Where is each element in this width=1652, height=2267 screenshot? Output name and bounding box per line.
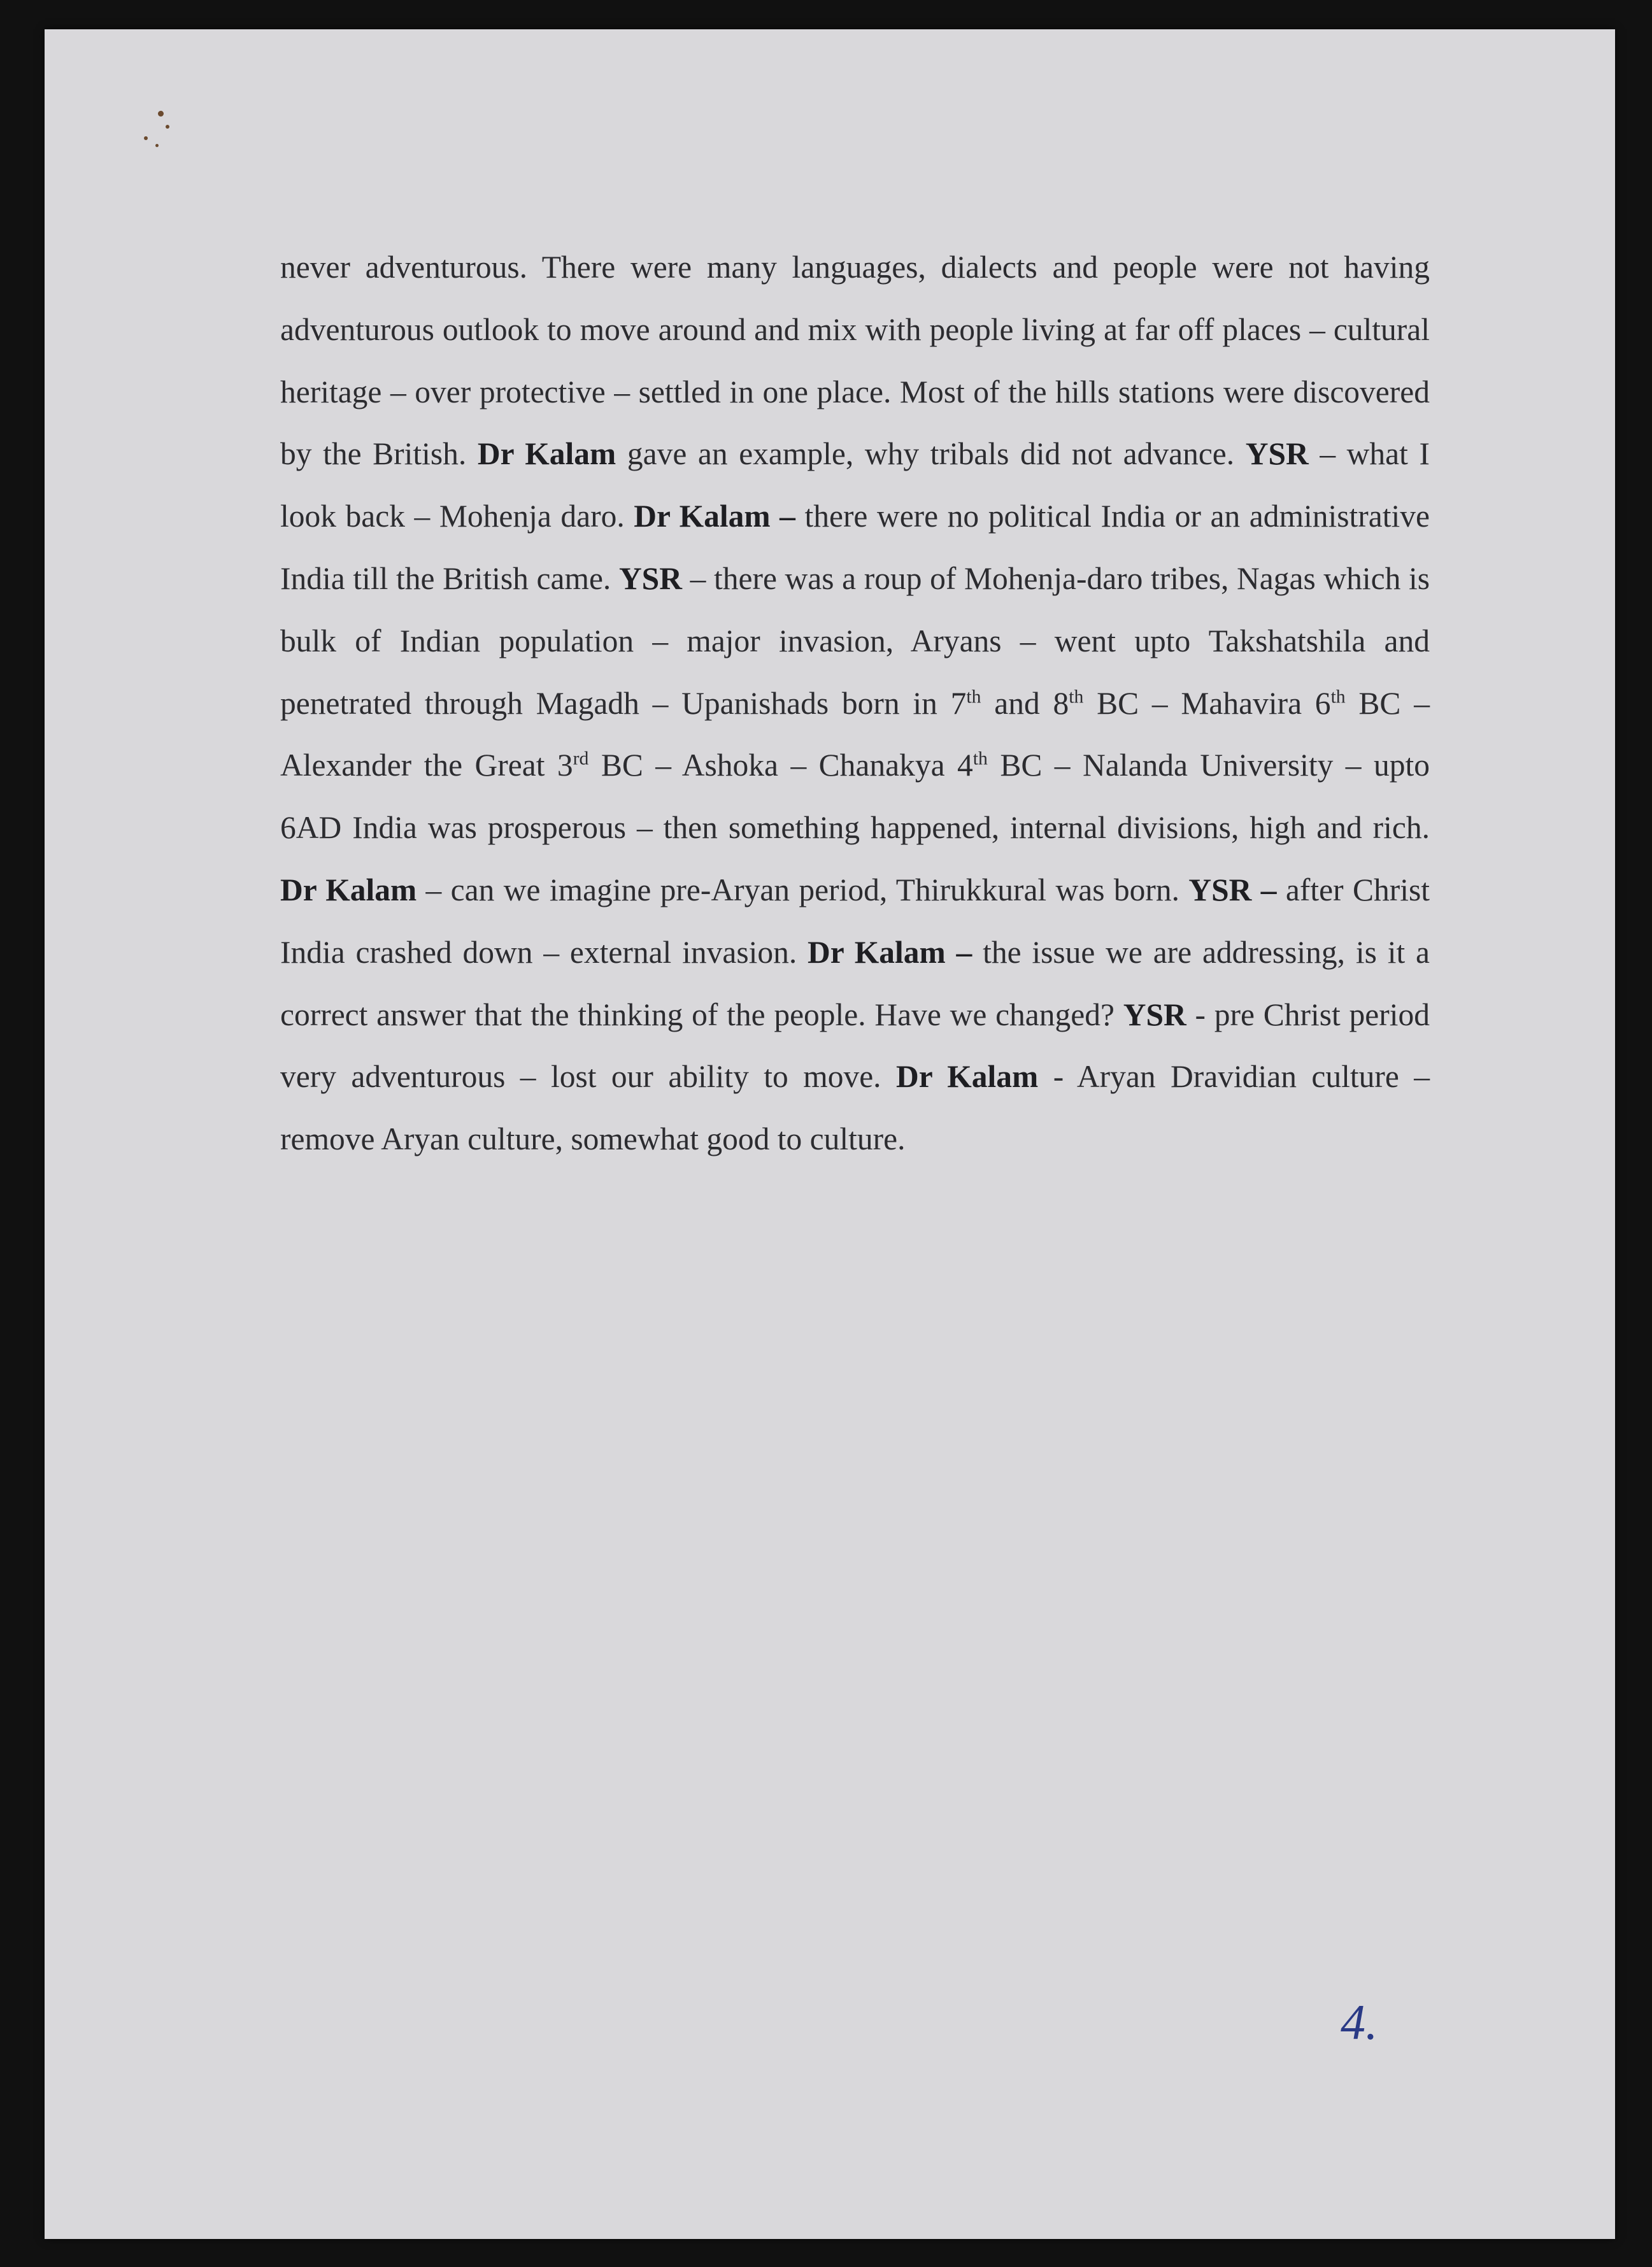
paper-speck	[166, 125, 169, 129]
ordinal-suffix: th	[1069, 686, 1084, 707]
text-run: BC – Mahavira 6	[1083, 685, 1331, 721]
text-run: after Christ India crashed down – external invasion.	[280, 872, 1430, 970]
ordinal-suffix: th	[1330, 686, 1346, 707]
speaker-name: Dr Kalam –	[634, 499, 795, 534]
text-run: gave an example, why tribals did not advance.	[616, 436, 1246, 472]
text-run: – can we imagine pre-Aryan period, Thirukkural was born.	[417, 872, 1189, 907]
text-run: never adventurous. There were many languages, dialects and people were not having adventurous outlook to move around and mix with people living at far off places – cultural heritage – over protective – settled in one place. Most of the hills stations were discovered by the British.	[280, 250, 1430, 472]
text-run: there were no political India or an administrative India till the British came.	[280, 499, 1430, 596]
speaker-name: YSR	[1123, 997, 1186, 1032]
document-page	[45, 29, 1615, 2239]
speaker-name: YSR –	[1188, 872, 1277, 907]
text-run: BC – Nalanda University – upto 6AD India was prosperous – then something happened, internal divisions, high and rich.	[280, 748, 1430, 846]
text-run: and 8	[981, 685, 1069, 721]
text-run: - Aryan Dravidian culture – remove Aryan culture, somewhat good to culture.	[280, 1059, 1430, 1157]
paper-speck	[158, 111, 164, 117]
speaker-name: YSR	[618, 560, 682, 596]
text-run: – what I look back – Mohenja daro.	[280, 436, 1430, 534]
speaker-name: Dr Kalam	[477, 436, 616, 472]
text-run: BC – Alexander the Great 3	[280, 685, 1430, 783]
speaker-name: Dr Kalam	[895, 1059, 1039, 1095]
text-run: BC – Ashoka – Chanakya 4	[588, 748, 973, 783]
paper-speck	[144, 136, 148, 140]
handwritten-page-number: 4.	[1341, 1994, 1378, 2050]
ordinal-suffix: th	[966, 686, 981, 707]
ordinal-suffix: th	[972, 748, 988, 769]
speaker-name: Dr Kalam –	[808, 934, 972, 970]
ordinal-suffix: rd	[573, 748, 589, 769]
text-run: – there was a roup of Mohenja-daro tribes, Nagas which is bulk of Indian population – major invasion, Aryans – went upto Takshatshila and penetrated through Magadh – Upanishads born in 7	[280, 560, 1430, 721]
document-body-text	[280, 236, 1430, 1170]
paper-speck	[155, 144, 159, 147]
text-run: the issue we are addressing, is it a correct answer that the thinking of the people. Have we changed?	[280, 934, 1430, 1032]
speaker-name: YSR	[1245, 436, 1309, 472]
text-run: - pre Christ period very adventurous – lost our ability to move.	[280, 997, 1430, 1095]
speaker-name: Dr Kalam	[280, 872, 417, 907]
